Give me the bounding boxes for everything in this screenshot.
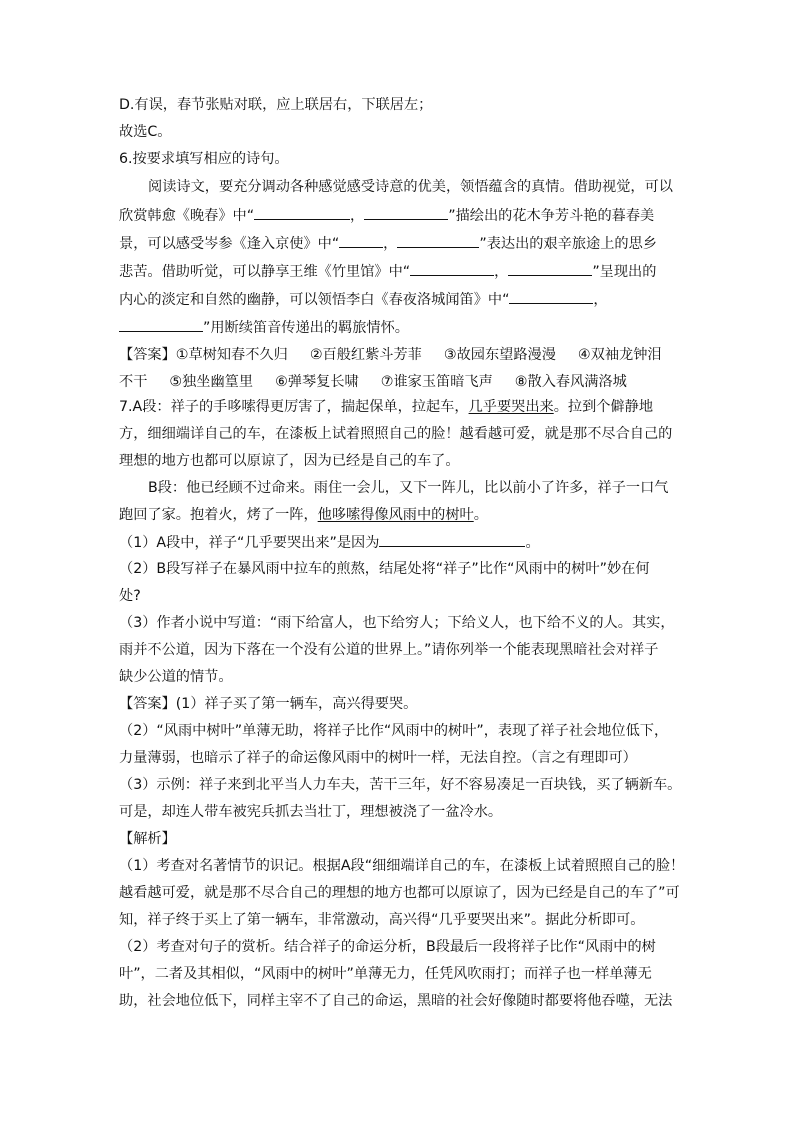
text-segment: （1）A段中，祥子“几乎要哭出来”是因为 — [119, 535, 380, 551]
text-segment: 内心的淡定和自然的幽静，可以领悟李白《春夜洛城闻笛》中“ — [119, 292, 510, 308]
text-segment: 。拉到个僻静地 — [553, 399, 654, 415]
text-line — [119, 532, 540, 554]
answer-item: ②百般红紫斗芳菲 — [309, 347, 422, 363]
text-line: 助，社会地位低下，同样主宰不了自己的命运，黑暗的社会好像随时都要将他吞噬，无法 — [119, 993, 673, 1009]
answer-item: ③故园东望路漫漫 — [443, 347, 556, 363]
text-line: 阅读诗文，要充分调动各种感觉感受诗意的优美，领悟蕴含的真情。借助视觉，可以 — [148, 179, 673, 195]
text-line: （2）“风雨中树叶”单薄无助，将祥子比作“风雨中的树叶”，表现了祥子社会地位低下， — [119, 723, 669, 739]
underlined-phrase: 几乎要哭出来 — [468, 399, 554, 415]
answer-item: 不干 — [119, 374, 148, 390]
text-line: （1）考查对名著情节的识记。根据A段“细细端详自己的车，在漆板上试着照照自己的脸！ — [119, 858, 685, 874]
text-line — [119, 233, 657, 255]
text-line — [119, 205, 654, 227]
answer-blank — [508, 261, 592, 276]
text-line: 处? — [119, 588, 141, 604]
underlined-phrase: 他哆嗦得像风雨中的树叶 — [317, 507, 474, 523]
text-line: 叶”，二者及其相似，“风雨中的树叶”单薄无力，任凭风吹雨打；而祥子也一样单薄无 — [119, 966, 652, 982]
text-segment: 。 — [473, 507, 488, 523]
text-line — [119, 261, 656, 283]
text-line: 方，细细端详自己的车，在漆板上试着照照自己的脸！越看越可爱，就是那不尽合自己的 — [119, 426, 673, 442]
text-line: （2）B段写祥子在暴风雨中拉车的煎熬，结尾处将“祥子”比作“风雨中的树叶”妙在何 — [119, 561, 650, 577]
text-segment: ， — [383, 236, 398, 252]
answer-label: 【答案】 — [119, 696, 176, 712]
text-line: （3）示例：祥子来到北平当人力车夫，苦干三年，好不容易凑足一百块钱，买了辆新车。 — [119, 777, 682, 793]
text-line: D.有误，春节张贴对联，应上联居右，下联居左； — [119, 97, 433, 113]
answer-blank — [397, 233, 479, 248]
answer-blank — [379, 532, 525, 547]
text-line: 越看越可爱，就是那不尽合自己的理想的地方也都可以原谅了，因为已经是自己的车了”可 — [119, 885, 680, 901]
text-line: （2）考查对句子的赏析。结合祥子的命运分析，B段最后一段将祥子比作“风雨中的树 — [119, 939, 656, 955]
text-segment: ， — [593, 292, 608, 308]
text-line: 力量薄弱，也暗示了祥子的命运像风雨中的树叶一样，无法自控。（言之有理即可） — [119, 750, 637, 766]
text-line — [119, 397, 653, 419]
text-segment: ”表达出的艰辛旅途上的思乡 — [479, 236, 657, 252]
text-line: （3）作者小说中写道：“雨下给富人，也下给穷人；下给义人，也下给不义的人。其实， — [119, 615, 675, 631]
text-line: 知，祥子终于买上了第一辆车，非常激动，高兴得“几乎要哭出来”。据此分析即可。 — [119, 912, 645, 928]
text-segment: 7.A段：祥子的手哆嗦得更厉害了，揣起保单，拉起车， — [119, 399, 469, 415]
question-6-title: 6.按要求填写相应的诗句。 — [119, 151, 289, 167]
answer-blank — [339, 233, 383, 248]
text-segment: (1）祥子买了第一辆车，高兴得要哭。 — [175, 696, 418, 712]
text-segment: 悲苦。借助听觉，可以静享王维《竹里馆》中“ — [119, 264, 411, 280]
text-segment: ， — [494, 264, 509, 280]
answer-item: ⑦谁家玉笛暗飞声 — [380, 374, 493, 390]
text-segment: ， — [350, 208, 365, 224]
text-segment: 景，可以感受岑参《逢入京使》中“ — [119, 236, 340, 252]
answer-blank — [364, 205, 448, 220]
text-line — [119, 505, 488, 527]
answer-blank — [410, 261, 494, 276]
analysis-label: 【解析】 — [119, 831, 176, 847]
answer-line — [119, 694, 417, 716]
answer-blank — [119, 317, 203, 332]
text-segment: 。 — [525, 535, 540, 551]
answer-blank — [254, 205, 350, 220]
text-segment: ”描绘出的花木争芳斗艳的暮春美 — [448, 208, 655, 224]
text-line: 缺少公道的情节。 — [119, 669, 233, 685]
text-line: 理想的地方也都可以原谅了，因为已经是自己的车了。 — [119, 453, 460, 469]
text-segment: ”呈现出的 — [592, 264, 657, 280]
text-line — [119, 289, 608, 311]
answer-item: ④双袖龙钟泪 — [577, 347, 662, 363]
answer-item: ①草树知春不久归 — [175, 347, 288, 363]
text-line: 可是，却连人带车被宪兵抓去当壮丁，理想被浇了一盆冷水。 — [119, 804, 503, 820]
answer-item: ⑤独坐幽篁里 — [169, 374, 254, 390]
text-line: 故选C。 — [119, 124, 172, 140]
text-segment: ”用断续笛音传递出的羁旅情怀。 — [203, 320, 409, 336]
text-segment: 跑回了家。抱着火，烤了一阵， — [119, 507, 318, 523]
text-line: 雨并不公道，因为下落在一个没有公道的世界上。”请你列举一个能表现黑暗社会对祥子 — [119, 642, 659, 658]
text-line: B段：他已经顾不过命来。雨住一会儿，又下一阵儿，比以前小了许多，祥子一口气 — [148, 480, 669, 496]
answer-line — [119, 372, 627, 394]
text-line — [119, 317, 409, 339]
answer-item: ⑧散入春风满洛城 — [514, 374, 627, 390]
answer-label: 【答案】 — [119, 347, 176, 363]
answer-line — [119, 345, 662, 367]
answer-blank — [509, 289, 593, 304]
answer-item: ⑥弹琴复长啸 — [275, 374, 359, 390]
text-segment: 欣赏韩愈《晚春》中“ — [119, 208, 255, 224]
